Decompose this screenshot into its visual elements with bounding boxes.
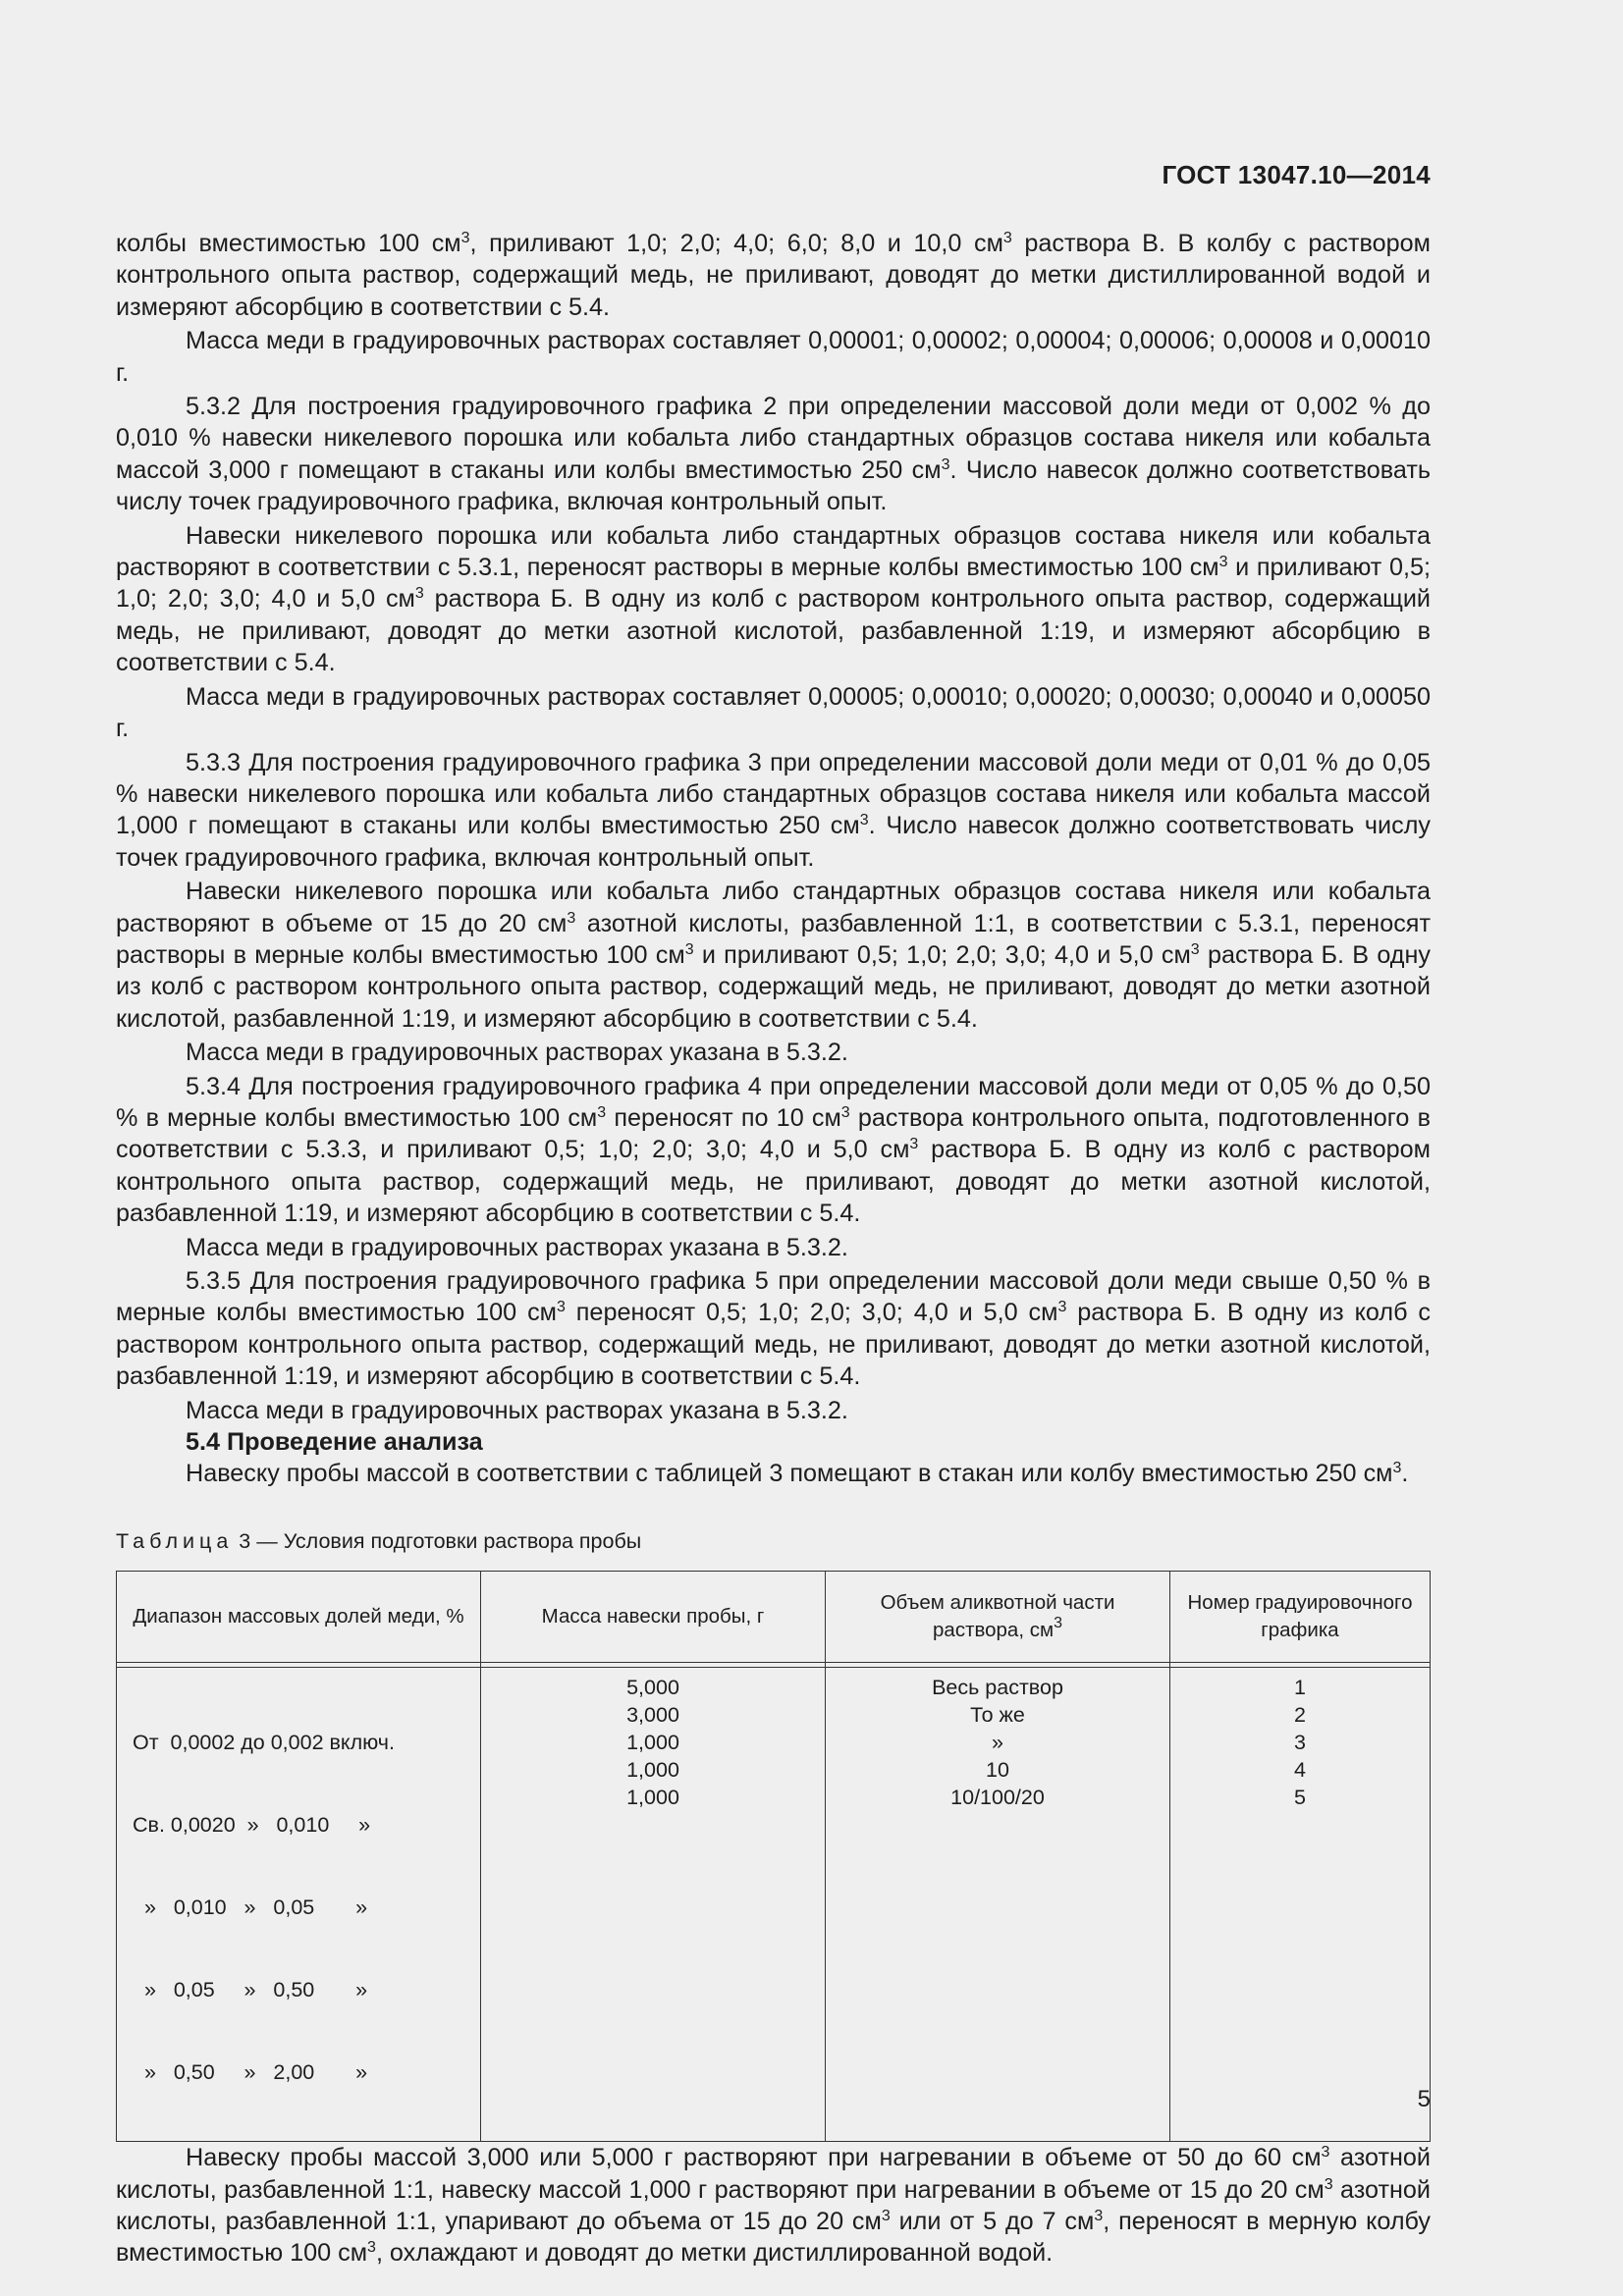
- paragraph: Навеску пробы массой в соответствии с таблицей 3 помещают в стакан или колбу вместимостью 250 $см^3$.: [186, 1460, 1409, 1488]
- paragraph: Навески никелевого порошка или кобальта либо стандартных образцов состава никеля или кобальта растворяют в объеме от 15 до 20 $см^3$ азотной кислоты, разбавленной 1:1, в соответствии с 5.3.1, переносят растворы в мерные колбы вместимостью 100 $см^3$ и приливают 0,5; 1,0; 2,0; 3,0; 4,0 и 5,0 $см^3$ раствора Б. В одну из колб с раствором контрольного опыта раствор, содержащий медь, не приливают, доводят до метки азотной кислотой, разбавленной 1:19, и измеряют абсорбцию в соответствии с 5.4.: [116, 878, 1431, 1033]
- paragraph: Масса меди в градуировочных растворах составляет 0,00001; 0,00002; 0,00004; 0,00006; 0,00008 и 0,00010 г.: [116, 327, 1431, 387]
- paragraph: колбы вместимостью 100 $см^3$, приливают 1,0; 2,0; 4,0; 6,0; 8,0 и 10,0 $см^3$ раствора В. В колбу с раствором контрольного опыта раствор, содержащий медь, не приливают, доводят до метки дистиллированной водой и измеряют абсорбцию в соответствии с 5.4.: [116, 230, 1431, 321]
- paragraph: Навески никелевого порошка или кобальта либо стандартных образцов состава никеля или кобальта растворяют в соответствии с 5.3.1, переносят растворы в мерные колбы вместимостью 100 $см^3$ и приливают 0,5; 1,0; 2,0; 3,0; 4,0 и 5,0 $см^3$ раствора Б. В одну из колб с раствором контрольного опыта раствор, содержащий медь, не приливают, доводят до метки азотной кислотой, разбавленной 1:19, и измеряют абсорбцию в соответствии с 5.4.: [116, 521, 1431, 677]
- table-cell: 3,000: [626, 1703, 679, 1728]
- table-cell: » 0,010 » 0,05 »: [133, 1896, 368, 1920]
- table-cell: 4: [1294, 1758, 1306, 1783]
- table-cell: Весь раствор: [932, 1676, 1063, 1700]
- table-header-cell: Диапазон массовых долей меди, %: [117, 1572, 481, 1663]
- table-cell: 5: [1294, 1786, 1306, 1810]
- table-header-cell: Объем аликвотной части раствора, $см^3$: [826, 1572, 1170, 1663]
- paragraph: Масса меди в градуировочных растворах составляет 0,00005; 0,00010; 0,00020; 0,00030; 0,00040 и 0,00050 г.: [116, 682, 1431, 743]
- table-cell: » 0,50 » 2,00 »: [133, 2060, 368, 2085]
- standard-number-header: ГОСТ 13047.10—2014: [1162, 160, 1431, 189]
- table-cell: От 0,0002 до 0,002 включ.: [133, 1731, 395, 1755]
- table-cell: Св. 0,0020 » 0,010 »: [133, 1813, 371, 1838]
- paragraph: Масса меди в градуировочных растворах указана в 5.3.2.: [186, 1233, 848, 1261]
- table-cell: 10: [986, 1758, 1009, 1783]
- table-cell: 1,000: [626, 1731, 679, 1755]
- table-column-range: [117, 1668, 481, 2142]
- table-header-cell: Масса навески пробы, г: [481, 1572, 826, 1663]
- paragraph-5-3-2: 5.3.2 Для построения градуировочного графика 2 при определении массовой доли меди от 0,002 % до 0,010 % навески никелевого порошка или кобальта либо стандартных образцов состава никеля или кобальта массой 3,000 г помещают в стаканы или колбы вместимостью 250 $см^3$. Число навесок должно соответствовать числу точек градуировочного графика, включая контрольный опыт.: [116, 393, 1431, 516]
- table-cell: »: [992, 1731, 1003, 1755]
- paragraph-5-3-3: 5.3.3 Для построения градуировочного графика 3 при определении массовой доли меди от 0,01 % до 0,05 % навески никелевого порошка или кобальта либо стандартных образцов состава никеля или кобальта массой 1,000 г помещают в стаканы или колбы вместимостью 250 $см^3$. Число навесок должно соответствовать числу точек градуировочного графика, включая контрольный опыт.: [116, 748, 1431, 872]
- table-3: [116, 1571, 1431, 2142]
- table-caption: Таблица 3 — Условия подготовки раствора пробы: [116, 1528, 642, 1553]
- table-cell: 5,000: [626, 1676, 679, 1700]
- table-column-mass: [481, 1668, 826, 2142]
- table-cell: 10/100/20: [950, 1786, 1045, 1810]
- paragraph-5-3-5: 5.3.5 Для построения градуировочного графика 5 при определении массовой доли меди свыше 0,50 % в мерные колбы вместимостью 100 $см^3$ переносят 0,5; 1,0; 2,0; 3,0; 4,0 и 5,0 $см^3$ раствора Б. В одну из колб с раствором контрольного опыта раствор, содержащий медь, не приливают, доводят до метки азотной кислотой, разбавленной 1:19, и измеряют абсорбцию в соответствии с 5.4.: [116, 1267, 1432, 1391]
- paragraph: Навеску пробы массой 3,000 или 5,000 г растворяют при нагревании в объеме от 50 до 60 $см^3$ азотной кислоты, разбавленной 1:1, навеску массой 1,000 г растворяют при нагревании в объеме от 15 до 20 $см^3$ азотной кислоты, разбавленной 1:1, упаривают до объема от 15 до 20 $см^3$ или от 5 до 7 $см^3$, переносят в мерную колбу вместимостью 100 $см^3$, охлаждают и доводят до метки дистиллированной водой.: [116, 2144, 1431, 2268]
- table-cell: 1,000: [626, 1758, 679, 1783]
- page-number: 5: [1417, 2086, 1431, 2112]
- paragraph: Масса меди в градуировочных растворах указана в 5.3.2.: [186, 1396, 848, 1424]
- table-header-cell: Номер градуировочного графика: [1170, 1572, 1431, 1663]
- paragraph: Масса меди в градуировочных растворах указана в 5.3.2.: [186, 1039, 848, 1067]
- table-column-graph: [1170, 1668, 1431, 2142]
- table-cell: То же: [970, 1703, 1025, 1728]
- table-cell: 1: [1294, 1676, 1306, 1700]
- paragraph-5-3-4: 5.3.4 Для построения градуировочного графика 4 при определении массовой доли меди от 0,05 % до 0,50 % в мерные колбы вместимостью 100 $см^3$ переносят по 10 $см^3$ раствора контрольного опыта, подготовленного в соответствии с 5.3.3, и приливают 0,5; 1,0; 2,0; 3,0; 4,0 и 5,0 $см^3$ раствора Б. В одну из колб с раствором контрольного опыта раствор, содержащий медь, не приливают, доводят до метки азотной кислотой, разбавленной 1:19, и измеряют абсорбцию в соответствии с 5.4.: [116, 1072, 1431, 1228]
- table-cell: 1,000: [626, 1786, 679, 1810]
- section-heading-5-4: 5.4 Проведение анализа: [186, 1428, 483, 1457]
- table-column-aliquot: [826, 1668, 1170, 2142]
- table-cell: 2: [1294, 1703, 1306, 1728]
- table-cell: 3: [1294, 1731, 1306, 1755]
- document-body: [116, 228, 1431, 2269]
- table-cell: » 0,05 » 0,50 »: [133, 1978, 368, 2002]
